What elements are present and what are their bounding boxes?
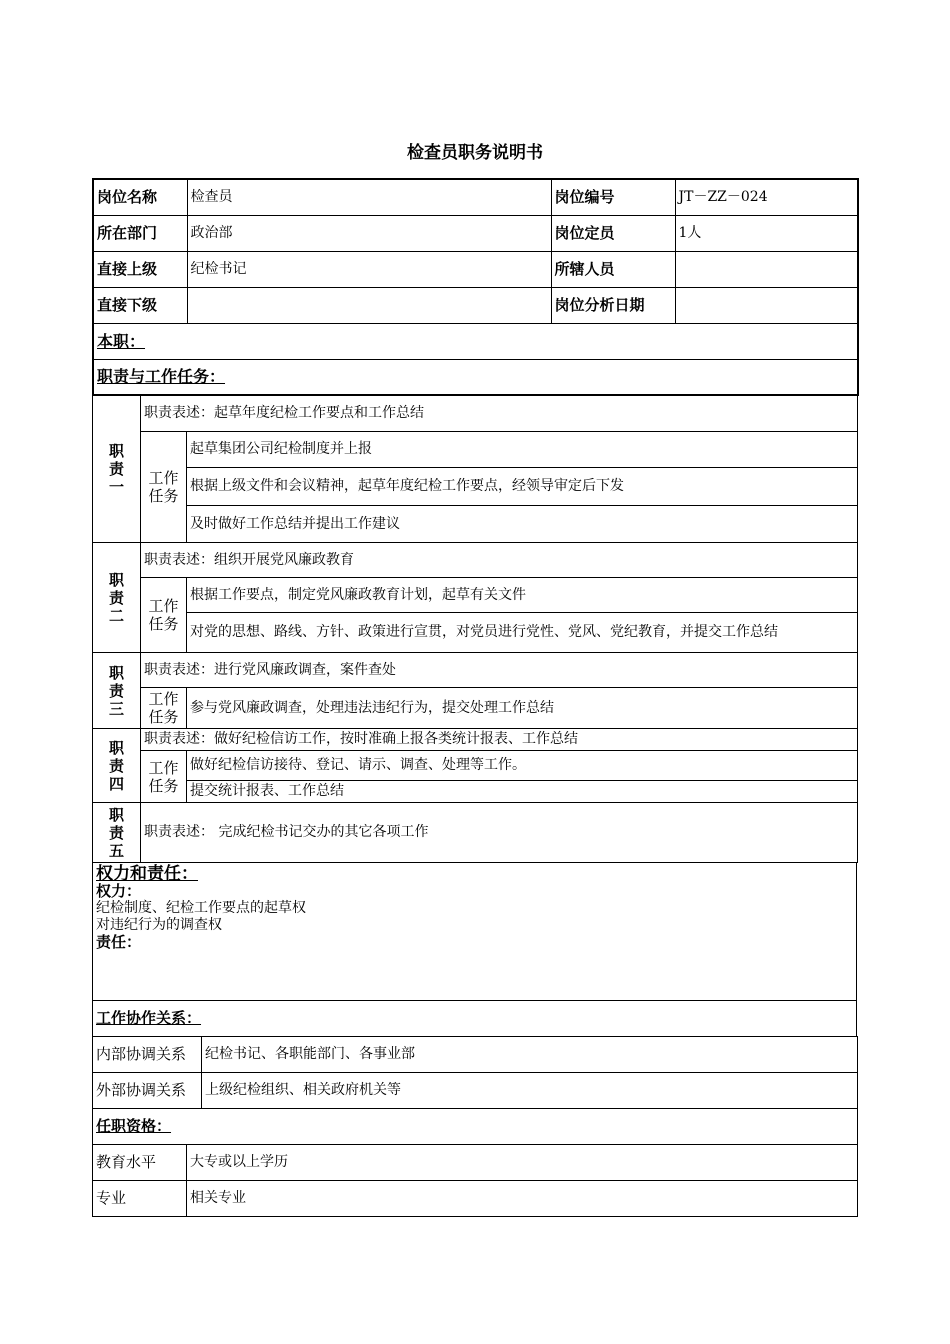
position-name-value: 检查员 [187,179,551,215]
major-value: 相关专业 [187,1181,858,1217]
duties-heading: 职责与工作任务： [93,359,858,395]
resp-label: 责任： [96,933,142,951]
duty-desc: 职责表述：进行党风廉政调查，案件查处 [141,653,858,688]
position-code-value: JT－ZZ－024 [675,179,858,215]
qualification-table [92,1144,858,1217]
analysis-date-label: 岗位分析日期 [551,287,675,323]
power-item: 纪检制度、纪检工作要点的起草权 [96,900,306,916]
task-label: 工作 任务 [141,432,187,543]
cooperation-heading: 工作协作关系： [93,1001,857,1037]
education-value: 大专或以上学历 [187,1145,858,1181]
duty-desc: 职责表述：起草年度纪检工作要点和工作总结 [141,396,858,432]
power-heading: 权力和责任： [96,864,198,884]
duty-name: 职 责 四 [93,729,141,803]
page-title: 检查员职务说明书 [407,143,543,163]
duty-name: 职 责 三 [93,653,141,729]
task-item: 根据工作要点，制定党风廉政教育计划，起草有关文件 [187,578,858,613]
external-label: 外部协调关系 [93,1073,202,1109]
major-label: 专业 [93,1181,187,1217]
internal-value: 纪检书记、各职能部门、各事业部 [202,1037,858,1073]
subordinates-label: 所辖人员 [551,251,675,287]
headcount-value: 1人 [675,215,858,251]
task-item: 对党的思想、路线、方针、政策进行宣贯，对党员进行党性、党风、党纪教育，并提交工作总结 [187,613,858,653]
task-item: 及时做好工作总结并提出工作建议 [187,506,858,543]
task-label: 工作 任务 [141,578,187,653]
task-item: 提交统计报表、工作总结 [187,781,858,803]
qualification-heading: 任职资格： [93,1109,858,1145]
subordinates-value [675,251,858,287]
external-value: 上级纪检组织、相关政府机关等 [202,1073,858,1109]
superior-value: 纪检书记 [187,251,551,287]
power-label: 权力： [96,882,142,900]
duty-desc: 职责表述： 完成纪检书记交办的其它各项工作 [141,803,858,863]
duty-name: 职 责 五 [93,803,141,863]
duty-row [93,396,858,432]
power-item: 对违纪行为的调查权 [96,917,222,933]
task-item: 做好纪检信访接待、登记、请示、调查、处理等工作。 [187,751,858,781]
dept-label: 所在部门 [93,215,187,251]
main-duty-heading: 本职： [93,323,858,359]
duties-table [92,395,858,863]
direct-sub-label: 直接下级 [93,287,187,323]
duty-name: 职 责 一 [93,396,141,543]
task-label: 工作 任务 [141,751,187,803]
cooperation-table [92,1036,858,1145]
position-name-label: 岗位名称 [93,179,187,215]
position-code-label: 岗位编号 [551,179,675,215]
task-item: 参与党风廉政调查，处理违法违纪行为，提交处理工作总结 [187,688,858,729]
task-item: 起草集团公司纪检制度并上报 [187,432,858,468]
superior-label: 直接上级 [93,251,187,287]
duty-name: 职 责 二 [93,543,141,653]
headcount-label: 岗位定员 [551,215,675,251]
power-section [93,863,857,1001]
job-description-form [92,178,857,1217]
power-table [92,862,857,1037]
dept-value: 政治部 [187,215,551,251]
internal-label: 内部协调关系 [93,1037,202,1073]
analysis-date-value [675,287,858,323]
duty-desc: 职责表述：做好纪检信访工作，按时准确上报各类统计报表、工作总结 [141,729,858,751]
education-label: 教育水平 [93,1145,187,1181]
task-label: 工作 任务 [141,688,187,729]
task-item: 根据上级文件和会议精神，起草年度纪检工作要点，经领导审定后下发 [187,468,858,506]
basic-info-table [92,178,859,396]
duty-desc: 职责表述：组织开展党风廉政教育 [141,543,858,578]
direct-sub-value [187,287,551,323]
